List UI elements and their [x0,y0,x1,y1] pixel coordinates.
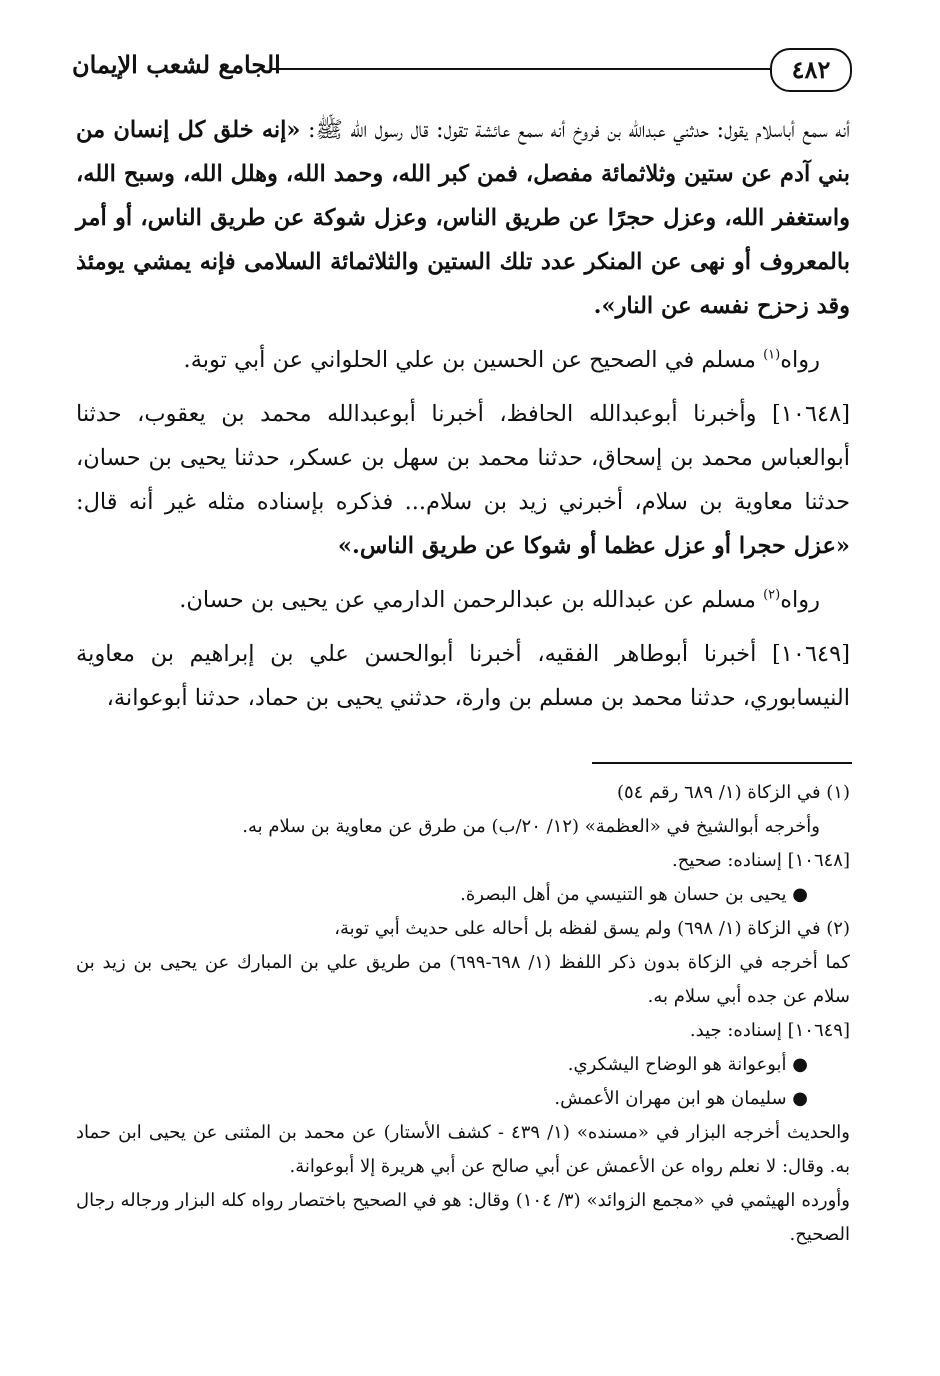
hadith-text: «إنه خلق كل إنسان من بني آدم عن ستين وثلاثمائة مفصل، فمن كبر الله، وحمد الله، وهلل الله، وسبح الله، واستغفر الله، وعزل حجرًا عن طريق الناس، وعزل شوكة عن طريق الناس، أو أمر بالمعروف أو نهى عن المنكر عدد تلك الستين والثلاثمائة السلامى فإنه يمشي يومئذ وقد زحزح نفسه عن النار». [76,117,850,319]
footnote-line: [١٠٦٤٨] إسناده: صحيح. [671,850,850,871]
main-text [76,108,850,730]
footnote-bullet: ● يحيى بن حسان هو التنيسي من أهل البصرة. [460,884,808,905]
page-number: ٤٨٢ [770,48,852,92]
narration-word: رواه [780,587,820,613]
book-title: الجامع لشعب الإيمان [72,50,281,79]
paragraph-narration-1 [76,338,850,382]
footnote-ref-2: (٢) [763,587,781,603]
paragraph-hadith [76,108,850,328]
paragraph-10649 [76,632,850,720]
narration-word: رواه [780,347,820,373]
footnote-line: وأخرجه أبوالشيخ في «العظمة» (١٢/ ٢٠/ب) من طرق عن معاوية بن سلام به. [242,816,820,837]
chain-10649: [١٠٦٤٩] أخبرنا أبوطاهر الفقيه، أخبرنا أبوالحسن علي بن إبراهيم بن معاوية النيسابوري، حدثنا محمد بن مسلم بن وارة، حدثني يحيى بن حماد، حدثنا أبوعوانة، [76,641,850,711]
quote-10648: «عزل حجرا أو عزل عظما أو شوكا عن طريق الناس.» [337,533,850,559]
hadith-chain: أنه سمع أباسلام يقول: حدثني عبدالله بن فروخ أنه سمع عائشة تقول: قال رسول الله ﷺ: [300,117,851,143]
narration-text: مسلم في الصحيح عن الحسين بن علي الحلواني عن أبي توبة. [183,347,764,373]
footnote-bullet: ● سليمان هو ابن مهران الأعمش. [554,1088,808,1109]
footnotes [76,776,850,1252]
narration-text: مسلم عن عبدالله بن عبدالرحمن الدارمي عن يحيى بن حسان. [179,587,764,613]
footnote-line: وأورده الهيثمي في «مجمع الزوائد» (٣/ ١٠٤) وقال: هو في الصحيح باختصار رواه كله البزار ورجاله رجال الصحيح. [76,1190,850,1245]
footnote-bullet: ● أبوعوانة هو الوضاح اليشكري. [567,1054,808,1075]
footnote-separator [592,762,852,764]
footnote-line: كما أخرجه في الزكاة بدون ذكر اللفظ (١/ ٦٩٨-٦٩٩) من طريق علي بن المبارك عن يحيى بن زيد بن سلام عن جده أبي سلام به. [76,952,850,1007]
footnote-ref-1: (١) [763,347,781,363]
header-rule [272,68,770,70]
footnote-line: والحديث أخرجه البزار في «مسنده» (١/ ٤٣٩ - كشف الأستار) عن محمد بن المثنى عن يحيى ابن حماد به. وقال: لا نعلم رواه عن الأعمش عن أبي صالح عن أبي هريرة إلا أبوعوانة. [76,1122,850,1177]
footnote-2: (٢) في الزكاة (١/ ٦٩٨) ولم يسق لفظه بل أحاله على حديث أبي توبة، [334,918,850,939]
chain-10648: [١٠٦٤٨] وأخبرنا أبوعبدالله الحافظ، أخبرنا أبوعبدالله محمد بن يعقوب، حدثنا أبوالعباس محمد بن إسحاق، حدثنا محمد بن سهل بن عسكر، حدثنا يحيى بن حسان، حدثنا معاوية بن سلام، أخبرني زيد بن سلام... فذكره بإسناده مثله غير أنه قال: [76,401,850,515]
page-header [72,44,852,96]
paragraph-10648 [76,392,850,568]
footnote-line: [١٠٦٤٩] إسناده: جيد. [689,1020,850,1041]
footnote-1: (١) في الزكاة (١/ ٦٨٩ رقم ٥٤) [616,782,850,803]
paragraph-narration-2 [76,578,850,622]
